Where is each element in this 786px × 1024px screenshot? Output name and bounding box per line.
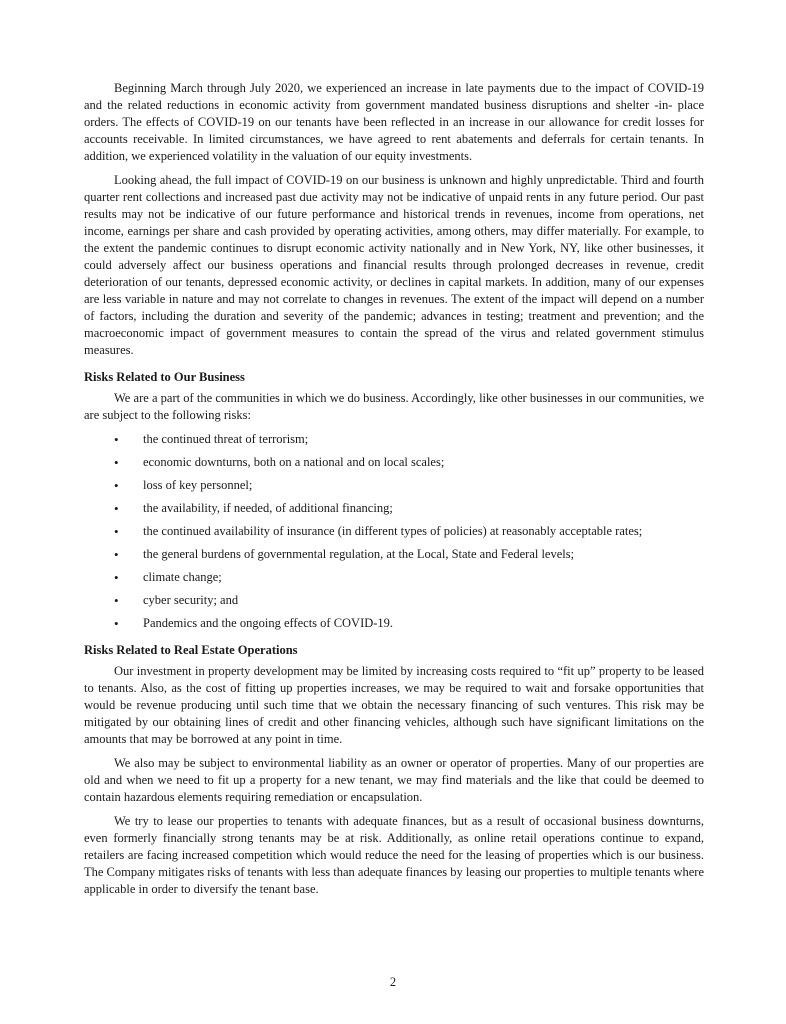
fit-up-paragraph: Our investment in property development may be limited by increasing costs required to “fit up” property to be leased to tenants. Also, as the cost of fitting up properties increases, we may be required to wait and forsake opportunities that would be revenue producing until such time that we obtain the necessary financing of such ventures. This risk may be mitigated by our obtaining lines of credit and other financing vehicles, although such have significant limitations on the amounts that may be borrowed at any point in time. <box>84 664 704 746</box>
outlook-paragraph: Looking ahead, the full impact of COVID-19 on our business is unknown and highly unpredictable. Third and fourth quarter rent collections and increased past due activity may not be indicative of unpaid rents in any future period. Our past results may not be indicative of our future performance and historical trends in revenues, income from operations, net income, earnings per share and cash provided by operating activities, among others, may differ materially. For example, to the extent the pandemic continues to disrupt economic activity nationally and in New York, NY, like other businesses, it could adversely affect our business operations and financial results through prolonged decreases in revenue, credit deterioration of our tenants, depressed economic activity, or declines in capital markets. In addition, many of our expenses are less variable in nature and may not correlate to changes in revenues. The extent of the impact will depend on a number of factors, including the duration and severity of the pandemic; advances in testing; treatment and prevention; and the macroeconomic impact of government measures to contain the spread of the virus and related government stimulus measures. <box>84 173 704 357</box>
list-item: • cyber security; and <box>84 592 704 609</box>
list-item: • economic downturns, both on a national and on local scales; <box>84 454 704 471</box>
list-item: • the general burdens of governmental regulation, at the Local, State and Federal levels; <box>84 546 704 563</box>
business-risks-intro: We are a part of the communities in which we do business. Accordingly, like other businesses in our communities, we are subject to the following risks: <box>84 391 704 422</box>
list-item: • loss of key personnel; <box>84 477 704 494</box>
document-page <box>84 80 704 905</box>
business-risks-list <box>84 431 704 632</box>
page-number: 2 <box>389 975 397 989</box>
list-item: • climate change; <box>84 569 704 586</box>
list-item: • the availability, if needed, of additional financing; <box>84 500 704 517</box>
real-estate-risks-heading: Risks Related to Real Estate Operations <box>84 643 298 657</box>
business-risks-heading: Risks Related to Our Business <box>84 370 245 384</box>
tenant-finances-paragraph: We try to lease our properties to tenants with adequate finances, but as a result of occasional business downturns, even formerly financially strong tenants may be at risk. Additionally, as online retail operations continue to expand, retailers are facing increased competition which would reduce the need for the leasing of properties which is our business. The Company mitigates risks of tenants with less than adequate finances by leasing our properties to multiple tenants where applicable in order to diversify the tenant base. <box>84 814 704 896</box>
list-item: • the continued availability of insurance (in different types of policies) at reasonably acceptable rates; <box>84 523 704 540</box>
covid-impact-paragraph: Beginning March through July 2020, we experienced an increase in late payments due to the impact of COVID-19 and the related reductions in economic activity from government mandated business disruptions and shelter -in- place orders. The effects of COVID-19 on our tenants have been reflected in an increase in our allowance for credit losses for accounts receivable. In limited circumstances, we have agreed to rent abatements and deferrals for certain tenants. In addition, we experienced volatility in the valuation of our equity investments. <box>84 81 704 163</box>
list-item: • the continued threat of terrorism; <box>84 431 704 448</box>
environmental-paragraph: We also may be subject to environmental liability as an owner or operator of properties. Many of our properties are old and when we need to fit up a property for a new tenant, we may find materials and the like that could be deemed to contain hazardous elements requiring remediation or encapsulation. <box>84 756 704 804</box>
list-item: • Pandemics and the ongoing effects of COVID-19. <box>84 615 704 632</box>
